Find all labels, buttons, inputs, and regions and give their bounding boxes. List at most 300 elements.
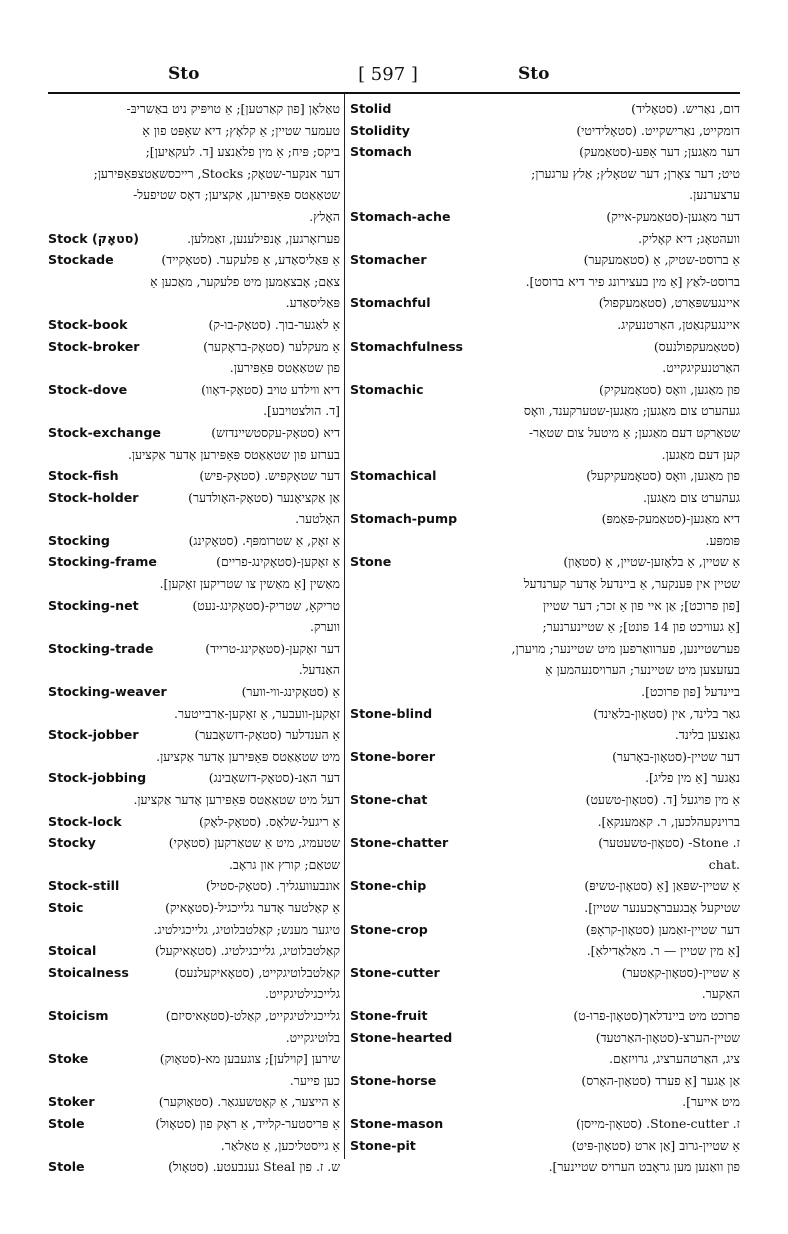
definition-text: קען דעם מאַגען.	[661, 446, 740, 462]
definition-text: גלייכגילטיגקייט, קאַלט-(סטאָאיסיזם)	[165, 1007, 340, 1023]
definition-text: גאַר בלינד, אין (סטאָון-בלאַינד)	[593, 705, 740, 721]
definition-text: דיא ווילדע טויב (סטאָק-דאָוו)	[201, 381, 340, 397]
definition-text: פון מאַגען, וואָס (סטאָמעקיק)	[599, 381, 740, 397]
entry-line	[48, 983, 340, 1005]
entry-line	[48, 638, 340, 660]
definition-text: דומקייט, נאַרישקייט. (סטאָלידיטי)	[576, 122, 740, 138]
headword: Stoker	[48, 1094, 95, 1110]
definition-text: האַקער.	[701, 986, 740, 1002]
headword: Stomachful	[350, 295, 431, 311]
headword: Stole	[48, 1115, 85, 1131]
headword: Stone-crop	[350, 921, 428, 937]
definition-text: אַ שטיין-(סטאָון-קאַטער)	[621, 964, 740, 980]
definition-text: אַ זאָק, אַ שטרומפּף. (סטאָקינג)	[188, 532, 340, 548]
dictionary-entry	[350, 465, 740, 508]
definition-text: [אַ געוויכט פון 14 פונט]; אַ שטיינערנער;	[542, 619, 740, 635]
entry-line	[48, 400, 340, 422]
headword: Stock-jobber	[48, 727, 139, 743]
definition-text: אַ שטיין-שפּאַן [אַ (סטאָון-טשיפּ)	[584, 878, 740, 894]
entry-line	[48, 487, 340, 509]
entry-line	[48, 746, 340, 768]
headword: Stock-exchange	[48, 424, 161, 440]
headword: Stock (סטאָק)	[48, 230, 140, 246]
entry-line	[48, 249, 340, 271]
header-rule	[48, 92, 740, 94]
definition-text: געהערט צום מאַגען; מאַגען-שטערקענד, וואָס	[523, 403, 740, 419]
entry-line	[48, 811, 340, 833]
dictionary-entry	[350, 832, 740, 875]
dictionary-entry	[48, 228, 340, 250]
dictionary-entry	[48, 724, 340, 767]
definition-text: אַ זאָקען-(סטאָקינג-פריים)	[216, 554, 340, 570]
headword: Stock-dove	[48, 381, 128, 397]
entry-line	[48, 357, 340, 379]
headword: Stock-lock	[48, 813, 122, 829]
headword: Stone-fruit	[350, 1007, 428, 1023]
definition-text: אַ מעקלער (סטאָק-בראָקער)	[203, 338, 340, 354]
entry-line	[48, 940, 340, 962]
dictionary-entry	[350, 98, 740, 120]
headword: Stone	[350, 554, 392, 570]
entry-line	[350, 1070, 740, 1092]
dictionary-entry	[350, 962, 740, 1005]
definition-text: דום, נאַריש. (סטאָליד)	[631, 101, 740, 116]
entry-line	[350, 508, 740, 530]
definition-text: טריקאָ, שטריק-(סטאָקינג-נעט)	[192, 597, 340, 613]
dictionary-entry	[350, 919, 740, 962]
definition-text: דעל מיט שטאַאַטס פּאַפּירען אָדער אַקציען.	[133, 792, 340, 807]
headword: Stockade	[48, 252, 114, 268]
definition-text: קאַלטבלוטיגקייט, (סטאָאיקעלנעס)	[174, 964, 340, 980]
dictionary-entry	[48, 422, 340, 465]
headword: Stomach-pump	[350, 511, 458, 527]
headword: Stoicalness	[48, 964, 129, 980]
entry-line	[350, 897, 740, 919]
entry-line	[48, 573, 340, 595]
headword: Stone-chat	[350, 792, 428, 807]
definition-text: שטאַם; קורץ און גראָב.	[228, 856, 340, 872]
headword: Stock-holder	[48, 489, 139, 505]
headword: Stocky	[48, 835, 96, 851]
definition-text: דער זאָקען-(סטאָקינג-טרייד)	[205, 640, 340, 656]
dictionary-entry	[48, 336, 340, 379]
running-head-left: Sto	[168, 64, 200, 84]
entry-line	[350, 746, 740, 768]
definition-text: [אַ מין שטיין — ר. מאַלאַדילאַ].	[586, 943, 740, 959]
headword: Stomachfulness	[350, 338, 464, 354]
dictionary-entry	[350, 1027, 740, 1070]
definition-text: דער שטאָקפיש. (סטאָק-פיש)	[199, 468, 340, 484]
entry-line	[48, 379, 340, 401]
headword: Stock-still	[48, 878, 120, 894]
definition-text: [ד. הולצטויבע].	[263, 403, 340, 419]
entry-line	[48, 508, 340, 530]
entry-line	[350, 336, 740, 358]
entry-line	[48, 789, 340, 811]
headword: Stomacher	[350, 252, 427, 268]
dictionary-entry	[48, 1113, 340, 1156]
headword: Stomachical	[350, 468, 437, 484]
dictionary-entry	[350, 120, 740, 142]
definition-text: פון שטאַאַטס פּאַפּירען.	[229, 360, 340, 376]
dictionary-entry	[350, 249, 740, 292]
definition-text: האָלטער.	[295, 511, 340, 527]
definition-text: געהערט צום מאַגען.	[642, 489, 740, 505]
entry-line	[48, 1135, 340, 1157]
definition-text: אַ ברוסט-שטיק, אַ (סטאַמעקער)	[583, 252, 740, 268]
entry-line	[350, 854, 740, 876]
definition-text: שטאַרקט דעם מאַגען; אַ מיטעל צום שטאַר-	[528, 424, 740, 440]
definition-text: אַ פּריסטער-קלייד, אַ ראָק פון (סטאָול)	[155, 1115, 340, 1131]
entry-line	[350, 1156, 740, 1178]
entry-line	[350, 98, 740, 120]
definition-text: האַרטנעקיגקייט.	[662, 360, 740, 376]
entry-line	[350, 573, 740, 595]
entry-line	[48, 551, 340, 573]
definition-text: אַ הענדלער (סטאָק-דזשאָבער)	[194, 727, 340, 743]
headword: Stoical	[48, 943, 97, 959]
headword: Stone-horse	[350, 1072, 437, 1088]
entry-line	[48, 141, 340, 163]
definition-text: פון מאַגען, וואָס (סטאָמעקיקעל)	[586, 468, 740, 484]
dictionary-entry	[350, 551, 740, 702]
entry-line	[48, 163, 340, 185]
dictionary-entry	[48, 551, 340, 594]
entry-line	[48, 854, 340, 876]
headword: Stocking-net	[48, 597, 139, 613]
definition-text: ברוסט-לאַץ [אַ מין בעצירונג פיר דיא ברוסט].	[525, 273, 740, 289]
definition-text: אַ פּאַליסאַדע, אַ פלעקער. (סטאָקייד)	[161, 252, 340, 268]
definition-text: אַ ריגעל-שלאָס. (סטאָק-לאָק)	[198, 813, 340, 829]
definition-text: בלוטיגקייט.	[285, 1029, 340, 1045]
entry-line	[350, 789, 740, 811]
dictionary-entry	[48, 681, 340, 724]
dictionary-entry	[350, 1070, 740, 1113]
headword: Stomach-ache	[350, 208, 451, 224]
entry-line	[350, 249, 740, 271]
definition-text: שטיין-הערצ-(סטאָון-האַרטעד)	[595, 1029, 740, 1045]
definition-text: ז. Stone- (סטאָון-טשעטער)	[598, 835, 740, 851]
definition-text: פערשטיינען, פערוואַרפען מיט שטיינער; מויערן,	[511, 640, 740, 656]
entry-line	[48, 703, 340, 725]
definition-text: פּאַליסאַדע.	[285, 295, 340, 311]
dictionary-entry	[48, 98, 340, 228]
definition-text: [פון פרוכט]; אַן איי פון אַ זכר; דער שטיין	[543, 597, 740, 613]
headword: Stocking	[48, 532, 110, 548]
headword: Stoke	[48, 1051, 89, 1067]
headword: Stock-fish	[48, 468, 119, 484]
dictionary-entry	[48, 767, 340, 810]
entry-line	[48, 184, 340, 206]
definition-text: chat.	[708, 856, 740, 872]
dictionary-entry	[350, 292, 740, 335]
entry-line	[48, 1027, 340, 1049]
headword: Stone-borer	[350, 748, 436, 764]
page-header	[48, 64, 740, 90]
headword: Stolid	[350, 101, 392, 116]
definition-text: דיא (סטאָק-עקסטשיינדזש)	[211, 424, 340, 440]
headword: Stone-hearted	[350, 1029, 453, 1045]
definition-text: אַן אַקציאָנער (סטאָק-האָולדער)	[188, 489, 340, 505]
entry-line	[48, 206, 340, 228]
running-head-right: Sto	[518, 64, 550, 84]
definition-text: שטאַאַטס פּאַפּירען, אַקציען; דאָס שטיפעל-	[133, 187, 340, 203]
definition-text: איינגעקנאַטן, האַרטנעקיג.	[617, 316, 740, 332]
entry-line	[350, 681, 740, 703]
definition-text: אַ (סטאָקינג-ווי-ווער)	[241, 684, 340, 700]
entry-line	[48, 1005, 340, 1027]
entry-line	[350, 595, 740, 617]
dictionary-entry	[350, 141, 740, 206]
entry-line	[350, 638, 740, 660]
definition-text: פּומפּע.	[705, 532, 740, 548]
dictionary-entry	[350, 1005, 740, 1027]
dictionary-entry	[48, 530, 340, 552]
headword: Stomach	[350, 144, 412, 160]
headword: Stone-blind	[350, 705, 433, 721]
entry-line	[350, 444, 740, 466]
entry-line	[48, 465, 340, 487]
headword: Stone-pit	[350, 1137, 416, 1153]
definition-text: ש. ז. פון Steal גענבעטע. (סטאָול)	[168, 1159, 340, 1175]
entry-line	[350, 206, 740, 228]
entry-line	[350, 811, 740, 833]
entry-line	[350, 530, 740, 552]
definition-text: דער האַנ-(סטאָק-דזשאָבינג)	[208, 770, 340, 786]
headword: Stone-cutter	[350, 964, 440, 980]
entry-line	[48, 616, 340, 638]
entry-line	[350, 875, 740, 897]
headword: Stocking-weaver	[48, 684, 167, 700]
entry-line	[350, 832, 740, 854]
dictionary-entry	[48, 465, 340, 487]
definition-text: ביינדעל [פון פרוכט].	[641, 684, 740, 700]
entry-line	[48, 659, 340, 681]
dictionary-entry	[350, 508, 740, 551]
dictionary-entry	[350, 746, 740, 789]
definition-text: וועהטאָג; דיא קאָליק.	[638, 230, 740, 246]
entry-line	[48, 292, 340, 314]
dictionary-entry	[48, 314, 340, 336]
entry-line	[350, 163, 740, 185]
definition-text: מיט שטאַאַטס פּאַפּירען אָדער אַקציען.	[156, 748, 340, 764]
definition-text: שטיקעל אָבגעבראָכענער שטיין].	[584, 899, 740, 915]
definition-text: אַ קאַלטער אָדער גלייכגיל-(סטאָאיק)	[165, 899, 340, 915]
dictionary-entry	[48, 832, 340, 875]
dictionary-entry	[48, 875, 340, 897]
definition-text: פערזאָרגען, אָנפילענען, זאַמלען.	[187, 230, 340, 246]
entry-line	[350, 292, 740, 314]
dictionary-entry	[48, 487, 340, 530]
dictionary-entry	[350, 789, 740, 832]
dictionary-entry	[48, 379, 340, 422]
page-number: [ 597 ]	[358, 64, 418, 85]
headword: Stock-broker	[48, 338, 140, 354]
headword: Stone-chip	[350, 878, 427, 894]
definition-text: שטיין אין פּענקער, אַ ביינדעל אָדער קערנדעל	[523, 576, 740, 592]
definition-text: ציג, האַרטהערציג, גרויזאַם.	[609, 1051, 740, 1067]
headword: Stocking-trade	[48, 640, 154, 656]
definition-text: גלייכגילטיגקייט.	[265, 986, 340, 1002]
entry-line	[48, 724, 340, 746]
definition-text: צאַם; אָבצאַמען מיט פלעקער, מאַכען אַ	[150, 273, 340, 289]
dictionary-entry	[48, 811, 340, 833]
definition-text: קאַלטבלוטיג, גלייכגילטיג. (סטאָאיקעל)	[154, 943, 340, 959]
definition-text: אַ מין פויגעל [ד. (סטאָון-טשעט)	[585, 792, 740, 807]
dictionary-entry	[350, 703, 740, 746]
definition-text: מאַשין [אַ מאַשין צו שטריקען זאָקען].	[159, 576, 340, 592]
entry-line	[350, 940, 740, 962]
dictionary-entry	[48, 1091, 340, 1113]
headword: Stock-jobbing	[48, 770, 147, 786]
entry-line	[350, 487, 740, 509]
entry-line	[48, 336, 340, 358]
entry-line	[350, 184, 740, 206]
definition-text: בערזע פון שטאַאַטס פּאַפּירען אָדער אַקציען.	[127, 446, 340, 462]
definition-text: דער מאַגען-(סטאַמעק-אייק)	[606, 208, 740, 224]
entry-line	[48, 1048, 340, 1070]
entry-line	[48, 919, 340, 941]
entry-line	[48, 832, 340, 854]
headword: Stole	[48, 1159, 85, 1175]
definition-text: דיא מאַגען-(סטאַמעק-פּאַמפּ)	[601, 511, 740, 527]
headword: Stone-mason	[350, 1115, 444, 1131]
entry-line	[350, 616, 740, 638]
definition-text: טיגער מענש; קאַלטבלוטיג, גלייכגילטיג.	[153, 921, 340, 937]
entry-line	[350, 983, 740, 1005]
headword: Stocking-frame	[48, 554, 157, 570]
entry-line	[48, 962, 340, 984]
entry-line	[350, 659, 740, 681]
definition-text: ווערק.	[309, 619, 340, 635]
definition-text: זאָקען-וועבער, אַ זאָקען-אַרבייטער.	[174, 705, 340, 721]
dictionary-entry	[350, 379, 740, 465]
entry-line	[350, 314, 740, 336]
definition-text: שירען [קוילען]; צוגעבען מא-(סטאָוק)	[159, 1051, 340, 1067]
entry-line	[350, 551, 740, 573]
headword: Stoicism	[48, 1007, 109, 1023]
entry-line	[350, 271, 740, 293]
definition-text: טיט; דער צאָרן; דער שטאָלץ; אַלץ ערגערן;	[531, 165, 740, 181]
entry-line	[48, 120, 340, 142]
definition-text: כען פייער.	[289, 1072, 340, 1088]
definition-text: האַנדעל.	[298, 662, 340, 678]
entry-line	[48, 875, 340, 897]
entry-line	[350, 1005, 740, 1027]
definition-text: אַ לאַגער-בוך. (סטאָק-בו-ק)	[208, 316, 340, 332]
entry-line	[48, 1156, 340, 1178]
entry-line	[350, 1027, 740, 1049]
entry-line	[350, 1048, 740, 1070]
definition-text: פון וואַנען מען גראָבט הערויס שטיינער].	[548, 1159, 740, 1175]
entry-line	[350, 422, 740, 444]
entry-line	[48, 314, 340, 336]
entry-line	[48, 228, 340, 250]
entry-line	[48, 271, 340, 293]
entry-line	[350, 141, 740, 163]
definition-text: דער אנקער-שטאָק; Stocks, רייכסשאַטצפּאַפּירען;	[93, 165, 340, 181]
entry-line	[48, 897, 340, 919]
dictionary-entry	[48, 962, 340, 1005]
dictionary-entry	[350, 875, 740, 918]
entry-line	[350, 1135, 740, 1157]
entry-line	[48, 1113, 340, 1135]
definition-text: אַ גייסטליכען, אַ טאַלאַר.	[220, 1137, 340, 1153]
entry-line	[350, 724, 740, 746]
entry-line	[350, 962, 740, 984]
definition-text: ביקס; פּיח; אַ מין פלאַנצע [ד. לעקאַיען];	[145, 144, 340, 160]
entry-line	[350, 400, 740, 422]
definition-text: ז. Stone-cutter. (סטאָון-מייסן)	[576, 1115, 740, 1131]
definition-text: אַן אַגער [אַ פערד (סטאָון-האָרס)	[581, 1072, 740, 1088]
definition-text: טאַלאָן [פון קאַרטען]; אַ טויפּיק ניט באַשריבּ-	[126, 101, 340, 116]
headword: Stoic	[48, 899, 84, 915]
dictionary-entry	[48, 595, 340, 638]
left-column	[48, 98, 340, 1178]
definition-text: אונבעוועגליך. (סטאָק-סטיל)	[205, 878, 340, 894]
dictionary-entry	[350, 1135, 740, 1178]
entry-line	[48, 1091, 340, 1113]
entry-line	[350, 703, 740, 725]
headword: Stone-chatter	[350, 835, 449, 851]
definition-text: איינגעשפּאַרט, (סטאַמעקפול)	[598, 295, 740, 311]
definition-text: ערצערנען.	[689, 187, 740, 203]
definition-text: שטעמיג, מיט אַ שטאַרקען (סטאָקי)	[168, 835, 340, 851]
entry-line	[350, 120, 740, 142]
entry-line	[48, 1070, 340, 1092]
entry-line	[48, 530, 340, 552]
definition-text: גאַנצען בלינד.	[674, 727, 740, 743]
dictionary-entry	[48, 940, 340, 962]
entry-line	[48, 681, 340, 703]
definition-text: נאַגער [אַ מין פליג].	[645, 770, 740, 786]
definition-text: בעזעצען מיט שטיינער; הערויסנעהמען אַ	[545, 662, 740, 678]
definition-text: טעמער שטיין; אַ קלאָץ; דיא שאָפּט פון אַ	[142, 122, 340, 138]
entry-line	[350, 357, 740, 379]
definition-text: אַ שטיין, אַ בלאָזען-שטיין, אַ (סטאָון)	[563, 554, 740, 570]
entry-line	[350, 379, 740, 401]
definition-text: (סטאַמעקפולנעס)	[653, 338, 740, 354]
entry-line	[48, 98, 340, 120]
entry-line	[48, 422, 340, 444]
entry-line	[48, 767, 340, 789]
entry-line	[350, 228, 740, 250]
headword: Stomachic	[350, 381, 424, 397]
entry-line	[350, 465, 740, 487]
definition-text: האָלץ.	[309, 208, 340, 224]
headword: Stock-book	[48, 316, 128, 332]
dictionary-entry	[350, 1113, 740, 1135]
right-column	[350, 98, 740, 1178]
entry-line	[48, 595, 340, 617]
definition-text: דער שטיין-(סטאָון-באָרער)	[612, 748, 740, 764]
dictionary-entry	[48, 1048, 340, 1091]
entry-line	[350, 1113, 740, 1135]
definition-text: אַ שטיין-גרוב [אַן ארט (סטאָון-פּיט)	[571, 1137, 740, 1153]
definition-text: פרוכט מיט ביינדלאך(סטאָון-פרו-ט)	[573, 1007, 740, 1023]
entry-line	[350, 767, 740, 789]
entry-line	[350, 919, 740, 941]
definition-text: דער שטיין-זאַמען (סטאָון-קראָפּ)	[585, 921, 740, 937]
definition-text: דער מאַגען; דער אַפּע-(סטאַמעק)	[579, 144, 740, 160]
dictionary-entry	[350, 206, 740, 249]
column-divider	[344, 94, 345, 1159]
dictionary-entry	[350, 336, 740, 379]
dictionary-entry	[48, 1005, 340, 1048]
dictionary-entry	[48, 249, 340, 314]
definition-text: אַ הייצער, אַ קאָטשעגאַר. (סטאָוקער)	[158, 1094, 340, 1110]
definition-text: מיט אייער].	[682, 1094, 740, 1110]
